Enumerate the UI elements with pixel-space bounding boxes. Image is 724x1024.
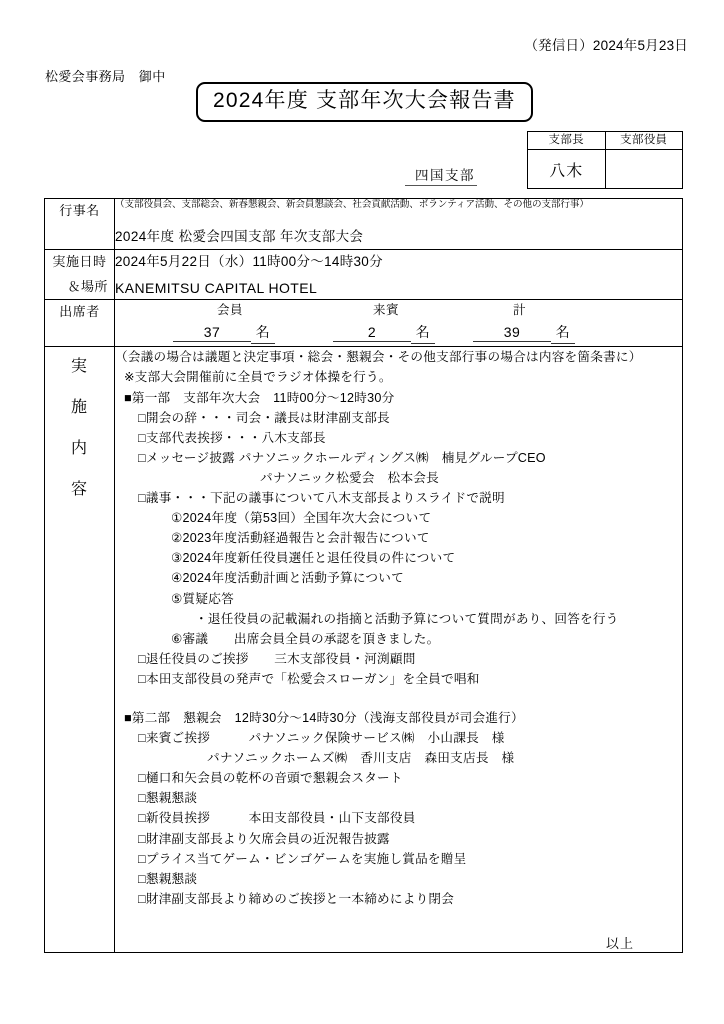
contents-line: □懇親懇談: [138, 871, 198, 886]
table-row-contents: [45, 347, 683, 953]
place-value: KANEMITSU CAPITAL HOTEL: [115, 280, 318, 296]
attendees-header-members: 会員: [217, 303, 244, 318]
contents-line: □来賓ご挨拶 パナソニック保険サービス㈱ 小山課長 様: [138, 731, 505, 746]
row-label-datetime: 実施日時: [52, 254, 107, 269]
contents-hint: （会議の場合は議題と決定事項・総会・懇親会・その他支部行事の場合は内容を箇条書に）: [115, 350, 642, 365]
contents-line: ②2023年度活動経過報告と会計報告について: [171, 531, 430, 546]
contents-line: □議事・・・下記の議事について八木支部長よりスライドで説明: [138, 491, 505, 506]
contents-line: □本田支部役員の発声で「松愛会スローガン」を全員で唱和: [138, 671, 480, 686]
contents-line: ・退任役員の記載漏れの指摘と活動予算について質問があり、回答を行う: [195, 611, 619, 626]
table-row-attendees: [45, 300, 683, 347]
contents-line: □メッセージ披露 パナソニックホールディングス㈱ 楠見グループCEO: [138, 450, 546, 465]
contents-line: ⑤質疑応答: [171, 591, 234, 606]
table-row-event-name: [45, 199, 683, 250]
contents-line: ①2024年度（第53回）全国年次大会について: [171, 511, 432, 526]
attendees-value-members: [173, 322, 275, 344]
contents-closing: 以上: [605, 935, 634, 951]
row-label-contents-char-3: 内: [70, 439, 88, 457]
attendees-header-total: 計: [513, 303, 527, 318]
contents-line: □開会の辞・・・司会・議長は財津副支部長: [138, 410, 390, 425]
row-label-attendees: 出席者: [45, 300, 115, 347]
signature-column-header-branch-officer: 支部役員: [605, 132, 683, 150]
contents-line: □支部代表挨拶・・・八木支部長: [138, 430, 326, 445]
attendees-count-members: 37: [173, 324, 251, 342]
row-label-contents: [45, 347, 115, 953]
row-label-event-name: 行事名: [45, 199, 115, 250]
signature-value-branch-officer: [605, 150, 683, 189]
table-row-datetime-place: [45, 250, 683, 300]
attendees-count-guests: 2: [333, 324, 411, 342]
report-table: [44, 198, 683, 953]
contents-line: □財津副支部長より締めのご挨拶と一本締めにより閉会: [138, 891, 455, 906]
contents-line: パナソニック松愛会 松本会長: [260, 470, 439, 485]
contents-line: ④2024年度活動計画と活動予算について: [171, 571, 404, 586]
contents-line: ■第二部 懇親会 12時30分～14時30分（浅海支部役員が司会進行）: [124, 710, 524, 725]
contents-line: ③2024年度新任役員選任と退任役員の件について: [171, 551, 456, 566]
cell-datetime-place: [115, 250, 683, 300]
contents-line: ■第一部 支部年次大会 11時00分～12時30分: [124, 390, 395, 405]
row-label-contents-char-4: 容: [70, 480, 88, 498]
attendees-grid: [115, 300, 682, 341]
signature-column-header-branch-chief: 支部長: [528, 132, 606, 150]
signature-value-row: [528, 150, 683, 189]
cell-attendees: [115, 300, 683, 347]
event-name-value: 2024年度 松愛会四国支部 年次支部大会: [115, 228, 364, 244]
attendees-count-total: 39: [473, 324, 551, 342]
contents-line: □樋口和矢会員の乾杯の音頭で懇親会スタート: [138, 771, 403, 786]
row-label-contents-char-1: 実: [70, 358, 88, 376]
contents-line: □退任役員のご挨拶 三木支部役員・河渕顧問: [138, 651, 416, 666]
attendees-header-guests: 来賓: [373, 303, 400, 318]
signature-table: [527, 131, 683, 189]
issue-date: （発信日）2024年5月23日: [524, 38, 688, 53]
contents-line: □懇親懇談: [138, 791, 198, 806]
datetime-value: 2024年5月22日（水）11時00分～14時30分: [115, 254, 383, 269]
row-label-contents-char-2: 施: [70, 399, 88, 417]
contents-line: ⑥審議 出席会員全員の承認を頂きました。: [171, 631, 440, 646]
cell-contents: [115, 347, 683, 953]
signature-header-row: [528, 132, 683, 150]
contents-line: □財津副支部長より欠席会員の近況報告披露: [138, 831, 390, 846]
contents-line: ※支部大会開催前に全員でラジオ体操を行う。: [124, 370, 392, 385]
attendees-value-guests: [333, 322, 435, 344]
event-name-hint: （支部役員会、支部総会、新春懇親会、新会員懇談会、社会貢献活動、ボランティア活動、その他の支部行事）: [115, 199, 589, 210]
branch-name: 四国支部: [405, 164, 477, 186]
attendees-unit-total: 名: [551, 322, 575, 344]
contents-line: □プライス当てゲーム・ビンゴゲームを実施し賞品を贈呈: [138, 851, 467, 866]
attendees-unit-guests: 名: [411, 322, 435, 344]
contents-line: □新役員挨拶 本田支部役員・山下支部役員: [138, 811, 416, 826]
page-title: 2024年度 支部年次大会報告書: [196, 82, 533, 122]
contents-line: パナソニックホームズ㈱ 香川支店 森田支店長 様: [207, 751, 515, 766]
contents-line-list: [115, 367, 682, 908]
row-label-datetime-place: [45, 250, 115, 300]
cell-event-name: [115, 199, 683, 250]
addressee: 松愛会事務局 御中: [45, 69, 166, 84]
row-label-place: ＆場所: [67, 278, 108, 294]
document-title-container: [196, 82, 533, 122]
attendees-value-total: [473, 322, 575, 344]
attendees-unit-members: 名: [251, 322, 275, 344]
signature-value-branch-chief: 八木: [528, 150, 606, 189]
